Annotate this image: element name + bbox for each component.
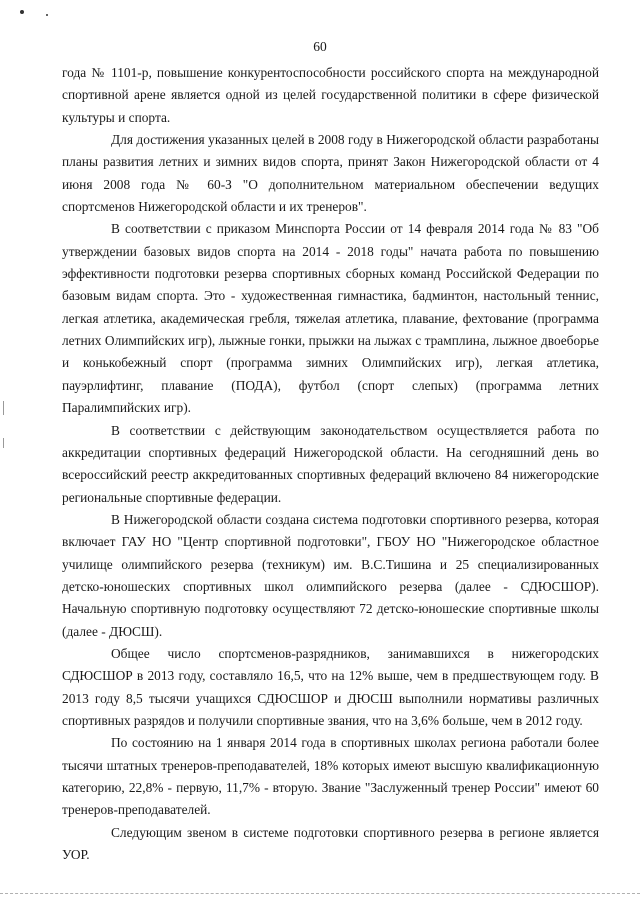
paragraph-6: Общее число спортсменов-разрядников, занимавшихся в нижегородских СДЮСШОР в 2013 году, составляло 16,5, что на 12% выше, чем в предшествующем году. В 2013 году 8,5 тысячи учащихся СДЮСШОР и ДЮСШ выполнили нормативы различных спортивных разрядов и получили спортивные звания, что на 3,6% больше, чем в 2012 году. — [62, 645, 599, 728]
paragraph-2: Для достижения указанных целей в 2008 году в Нижегородской области разработаны планы развития летних и зимних видов спорта, принят Закон Нижегородской области от 4 июня 2008 года № 60-З "О дополнительном материальном обеспечении ведущих спортсменов Нижегородской области и их тренеров". — [62, 132, 599, 215]
paragraph-3: В соответствии с приказом Минспорта России от 14 февраля 2014 года № 83 "Об утверждении базовых видов спорта на 2014 - 2018 годы" начата работа по повышению эффективности подготовки резерва спортивных сборных команд Российской Федерации по базовым видам спорта. Это - художественная гимнастика, бадминтон, настольный теннис, легкая атлетика, академическая гребля, тяжелая атлетика, плавание, фехтование (программа летних Олимпийских игр), лыжные гонки, прыжки на лыжах с трамплина, лыжное двоеборье и конькобежный спорт (программа зимних Олимпийских игр), легкая атлетика, пауэрлифтинг, плавание (ПОДА), футбол (спорт слепых) (программа летних Паралимпийских игр). — [62, 221, 599, 416]
scan-bottom-edge — [0, 893, 640, 894]
page-number: 60 — [313, 39, 327, 54]
scan-edge-mark — [3, 401, 4, 415]
scan-edge-mark — [3, 438, 4, 448]
scan-speck — [20, 10, 24, 14]
document-body — [62, 62, 599, 866]
paragraph-4: В соответствии с действующим законодательством осуществляется работа по аккредитации спортивных федераций Нижегородской области. На сегодняшний день во всероссийский реестр аккредитованных спортивных федераций включено 84 нижегородские региональные спортивные федерации. — [62, 422, 599, 505]
scan-speck — [46, 14, 48, 16]
paragraph-7: По состоянию на 1 января 2014 года в спортивных школах региона работали более тысячи штатных тренеров-преподавателей, 18% которых имеют высшую квалификационную категорию, 22,8% - первую, 11,7% - вторую. Звание "Заслуженный тренер России" имеют 60 тренеров-преподавателей. — [62, 735, 599, 818]
paragraph-5: В Нижегородской области создана система подготовки спортивного резерва, которая включает ГАУ НО "Центр спортивной подготовки", ГБОУ НО "Нижегородское областное училище олимпийского резерва (техникум) им. В.С.Тишина и 25 специализированных детско-юношеских спортивных школ олимпийского резерва (далее - СДЮСШОР). Начальную спортивную подготовку осуществляют 72 детско-юношеские спортивные школы (далее - ДЮСШ). — [62, 511, 599, 639]
paragraph-8: Следующим звеном в системе подготовки спортивного резерва в регионе является УОР. — [62, 824, 599, 863]
paragraph-1: года № 1101-р, повышение конкурентоспособности российского спорта на международной спортивной арене является одной из целей государственной политики в сфере физической культуры и спорта. — [62, 65, 599, 125]
